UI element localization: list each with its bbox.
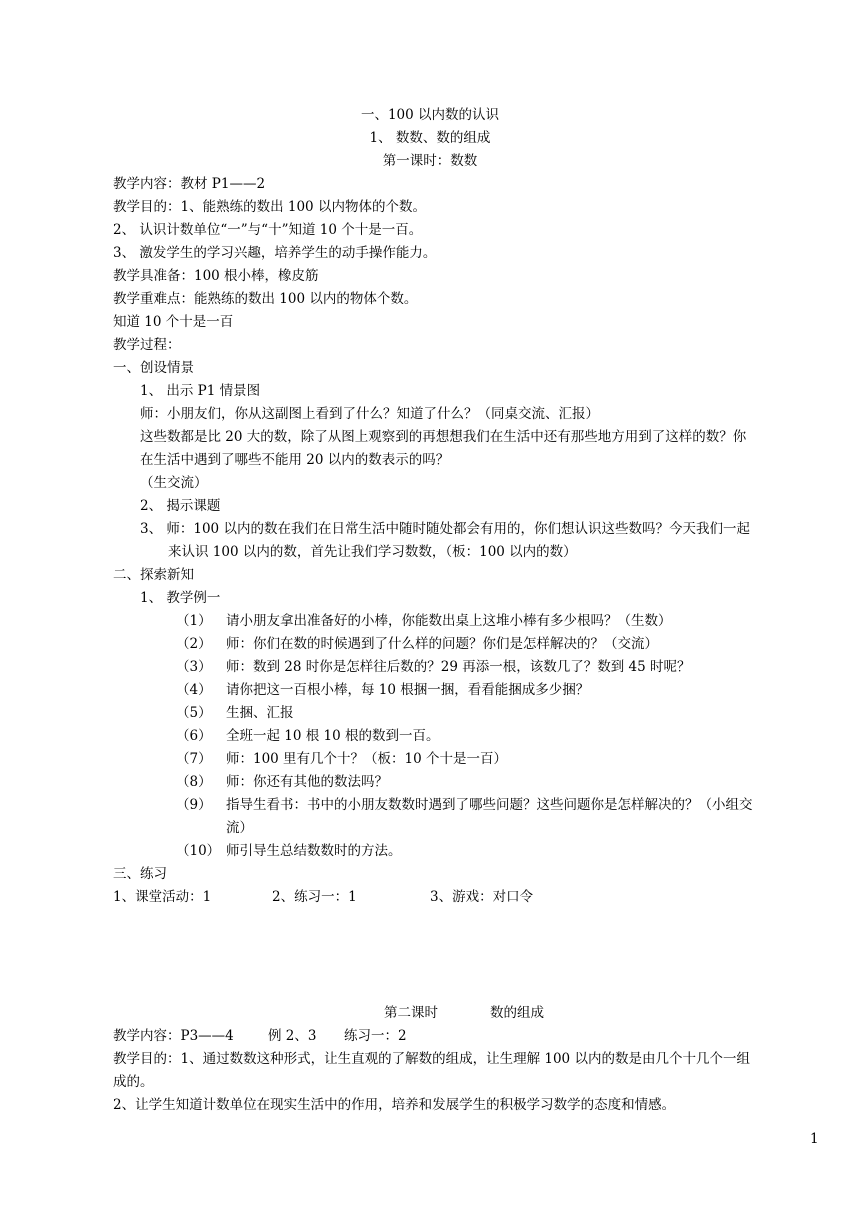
step-text-cont: 流） [226, 820, 253, 836]
lesson-2-content-b: 例 2、3 [268, 1028, 317, 1044]
step-text: 请你把这一百根小棒，每 10 根捆一捆，看看能捆成多少捆？ [226, 682, 590, 698]
key-points: 教学重难点：能熟练的数出 100 以内的物体个数。 [113, 291, 418, 307]
step-number: （4） [176, 682, 212, 698]
step-text: 师：数到 28 时你是怎样往后数的？29 再添一根，该数几了？数到 45 时呢？ [226, 659, 691, 675]
exercise-2: 2、练习一：1 [272, 889, 357, 905]
teaching-goal-3: 3、 激发学生的学习兴趣，培养学生的动手操作能力。 [113, 245, 437, 261]
exercise-1: 1、课堂活动：1 [113, 889, 212, 905]
lesson-2-goal-1-cont: 成的。 [113, 1074, 154, 1090]
step-number: （2） [176, 636, 212, 652]
teaching-goal: 教学目的：1、能熟练的数出 100 以内物体的个数。 [113, 199, 426, 215]
section-1-text-4: （生交流） [140, 475, 208, 491]
step-number: （7） [176, 751, 212, 767]
section-1-heading: 一、创设情景 [113, 360, 194, 376]
step-text: 指导生看书：书中的小朋友数数时遇到了哪些问题？这些问题你是怎样解决的？（小组交 [226, 797, 753, 813]
section-3-heading: 三、练习 [113, 866, 167, 882]
step-number: （5） [176, 705, 212, 721]
lesson-2-goal-2: 2、让学生知道计数单位在现实生活中的作用，培养和发展学生的积极学习数学的态度和情感。 [113, 1097, 676, 1113]
page-number: 1 [810, 1131, 819, 1147]
lesson-2-goal-1: 教学目的：1、通过数数这种形式，让生直观的了解数的组成，让生理解 100 以内的数是由几个十几个一组 [113, 1051, 750, 1067]
teaching-preparation: 教学具准备：100 根小棒，橡皮筋 [113, 268, 319, 284]
step-number: （9） [176, 797, 212, 813]
teaching-content: 教学内容：教材 P1——2 [113, 176, 266, 192]
step-text: 师：你还有其他的数法吗？ [226, 774, 388, 790]
section-1-text-2: 这些数都是比 20 大的数，除了从图上观察到的再想想我们在生活中还有那些地方用到了这样的数？你 [140, 429, 747, 445]
step-number: （8） [176, 774, 212, 790]
process-heading: 教学过程： [113, 337, 181, 353]
section-2-heading: 二、探索新知 [113, 567, 194, 583]
section-1-text-3: 在生活中遇到了哪些不能用 20 以内的数表示的吗？ [140, 452, 450, 468]
section-title: 1、 数数、数的组成 [369, 130, 491, 146]
key-points-2: 知道 10 个十是一百 [113, 314, 234, 330]
step-number: （1） [176, 613, 212, 629]
step-text: 生捆、汇报 [226, 705, 294, 721]
step-text: 师：你们在数的时候遇到了什么样的问题？你们是怎样解决的？（交流） [226, 636, 658, 652]
step-text: 请小朋友拿出准备好的小棒，你能数出桌上这堆小棒有多少根吗？（生数） [226, 613, 672, 629]
section-1-item-3-cont: 来认识 100 以内的数，首先让我们学习数数，（板：100 以内的数） [168, 544, 577, 560]
section-1-item-3: 3、 师：100 以内的数在我们在日常生活中随时随处都会有用的，你们想认识这些数吗？今天我们一起 [140, 521, 750, 537]
section-1-item-1: 1、 出示 P1 情景图 [140, 383, 261, 399]
exercise-3: 3、游戏：对口令 [430, 889, 534, 905]
step-number: （10） [176, 843, 221, 859]
chapter-title: 一、100 以内数的认识 [360, 107, 500, 123]
lesson-title: 第一课时：数数 [382, 153, 478, 169]
step-text: 全班一起 10 根 10 根的数到一百。 [226, 728, 440, 744]
lesson-2-title-a: 第二课时 [384, 1005, 438, 1021]
section-2-item-1: 1、 教学例一 [140, 590, 221, 606]
step-text: 师：100 里有几个十？（板：10 个十是一百） [226, 751, 508, 767]
step-text: 师引导生总结数数时的方法。 [226, 843, 402, 859]
teaching-goal-2: 2、 认识计数单位“一”与“十”知道 10 个十是一百。 [113, 222, 423, 238]
lesson-2-content-c: 练习一：2 [344, 1028, 407, 1044]
step-number: （6） [176, 728, 212, 744]
lesson-2-title-b: 数的组成 [490, 1005, 544, 1021]
lesson-2-content-a: 教学内容：P3——4 [113, 1028, 234, 1044]
step-number: （3） [176, 659, 212, 675]
section-1-item-2: 2、 揭示课题 [140, 498, 221, 514]
section-1-text-1: 师：小朋友们，你从这副图上看到了什么？知道了什么？（同桌交流、汇报） [140, 406, 599, 422]
